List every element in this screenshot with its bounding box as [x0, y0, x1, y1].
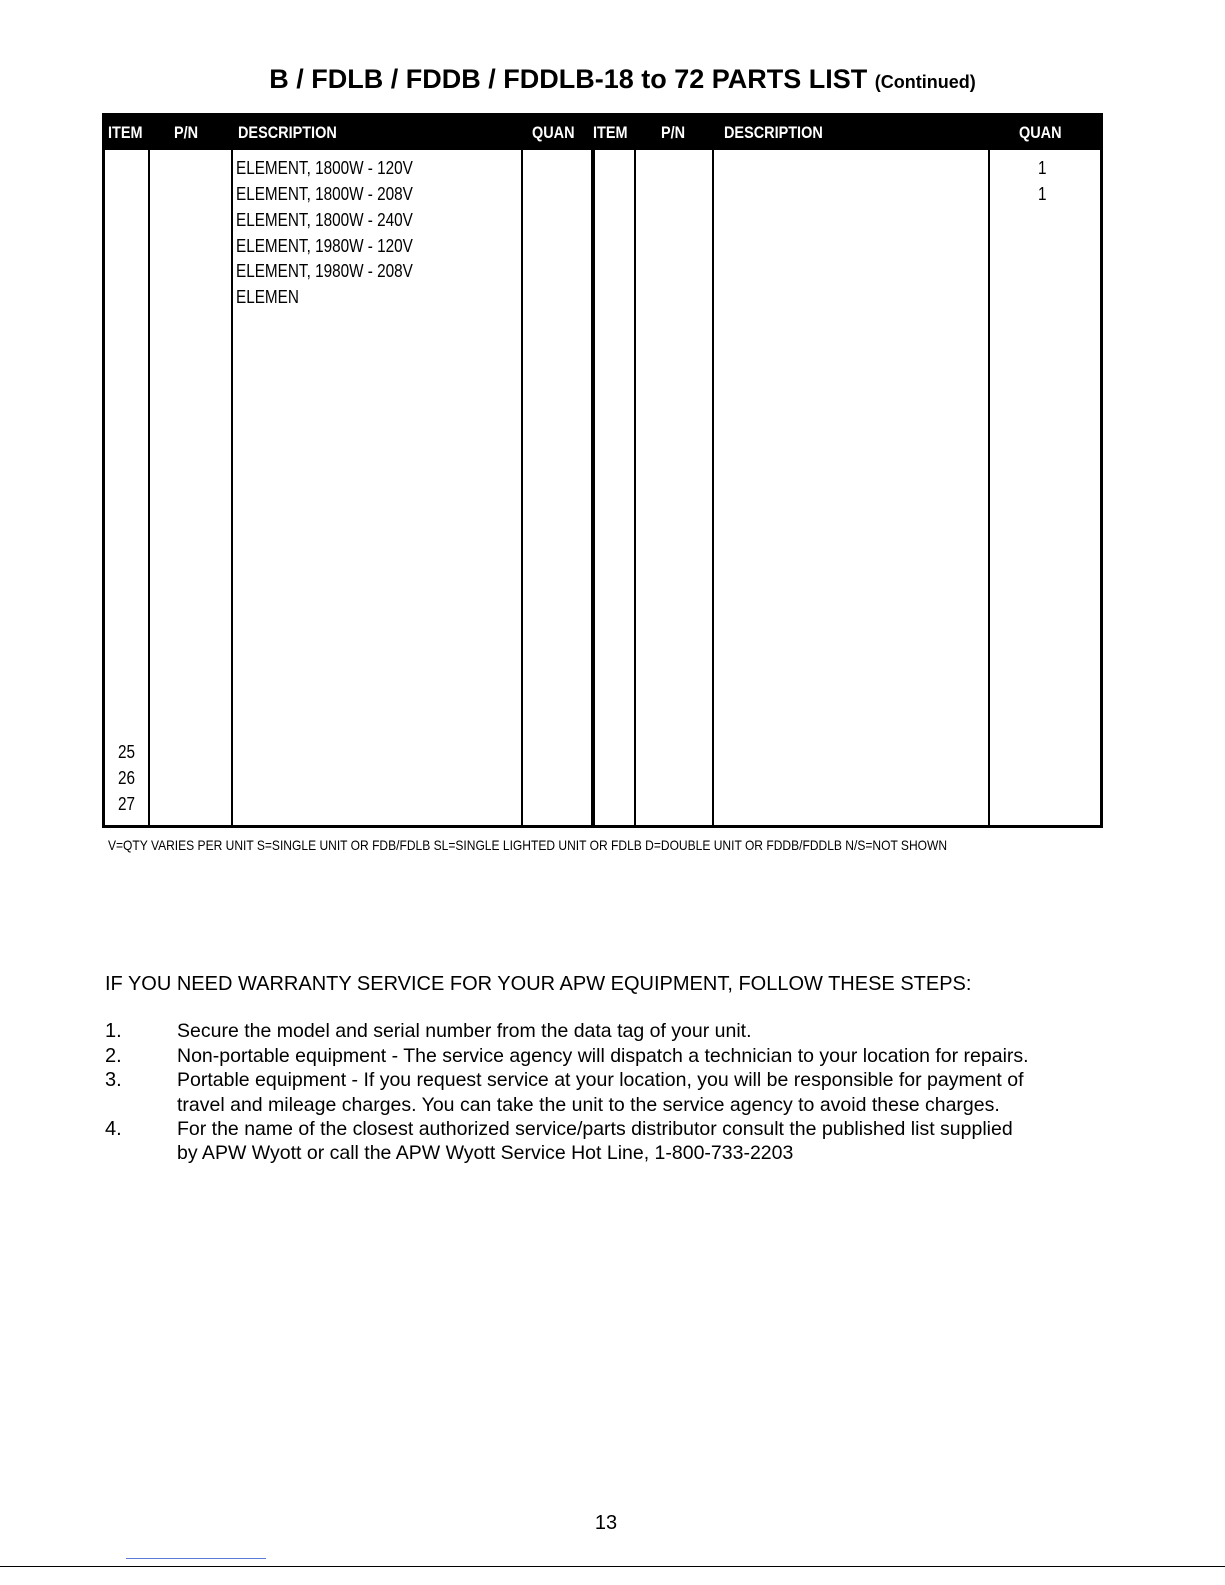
- step-text: Non-portable equipment - The service agency will dispatch a technician to your location for repairs.: [177, 1045, 1029, 1067]
- step-number: 1.: [105, 1020, 122, 1042]
- header-quan-left: QUAN: [532, 123, 575, 142]
- header-item-left: ITEM: [108, 123, 143, 142]
- step-text: travel and mileage charges. You can take the unit to the service agency to avoid these charges.: [177, 1094, 1000, 1116]
- column-divider-center: [591, 150, 595, 825]
- column-divider: [521, 150, 523, 825]
- footer-rule-accent: [126, 1558, 266, 1559]
- parts-table-header: [105, 116, 1100, 150]
- footer-rule: [0, 1566, 1225, 1567]
- item-cell: 27: [118, 794, 136, 814]
- description-cell: ELEMENT, 1800W - 240V: [236, 210, 413, 230]
- step-number: 3.: [105, 1069, 122, 1091]
- table-legend: V=QTY VARIES PER UNIT S=SINGLE UNIT OR FDB/FDLB SL=SINGLE LIGHTED UNIT OR FDLB D=DOUBLE UNIT OR FDDB/FDDLB N/S=NOT SHOWN: [108, 837, 948, 853]
- description-cell: ELEMEN: [236, 287, 299, 307]
- quantity-cell: 1: [1038, 158, 1047, 178]
- column-divider: [231, 150, 233, 825]
- page-title-continued: (Continued): [874, 72, 976, 92]
- description-cell: ELEMENT, 1980W - 208V: [236, 261, 413, 281]
- page-title-main: B / FDLB / FDDB / FDDLB-18 to 72 PARTS LIST: [269, 64, 868, 94]
- header-item-right: ITEM: [593, 123, 628, 142]
- column-divider: [712, 150, 714, 825]
- header-quan-right: QUAN: [1019, 123, 1062, 142]
- page-number: 13: [594, 1512, 618, 1534]
- column-divider: [988, 150, 990, 825]
- header-description-right: DESCRIPTION: [724, 123, 823, 142]
- step-number: 4.: [105, 1118, 122, 1140]
- step-text: Portable equipment - If you request service at your location, you will be responsible for payment of: [177, 1069, 1024, 1091]
- description-cell: ELEMENT, 1800W - 208V: [236, 184, 413, 204]
- step-text: by APW Wyott or call the APW Wyott Service Hot Line, 1-800-733-2203: [177, 1142, 794, 1164]
- column-divider: [634, 150, 636, 825]
- column-divider: [148, 150, 150, 825]
- step-text: Secure the model and serial number from the data tag of your unit.: [177, 1020, 752, 1042]
- quantity-cell: 1: [1038, 184, 1047, 204]
- description-cell: ELEMENT, 1980W - 120V: [236, 236, 413, 256]
- step-number: 2.: [105, 1045, 122, 1067]
- header-pn-left: P/N: [174, 123, 199, 142]
- page-title: [0, 64, 1225, 95]
- step-text: For the name of the closest authorized service/parts distributor consult the published list supplied: [177, 1118, 1013, 1140]
- parts-table: [102, 113, 1103, 828]
- header-description-left: DESCRIPTION: [238, 123, 337, 142]
- item-cell: 26: [118, 768, 136, 788]
- description-cell: ELEMENT, 1800W - 120V: [236, 158, 413, 178]
- header-pn-right: P/N: [661, 123, 686, 142]
- item-cell: 25: [118, 742, 136, 762]
- warranty-heading: IF YOU NEED WARRANTY SERVICE FOR YOUR APW EQUIPMENT, FOLLOW THESE STEPS:: [105, 973, 972, 995]
